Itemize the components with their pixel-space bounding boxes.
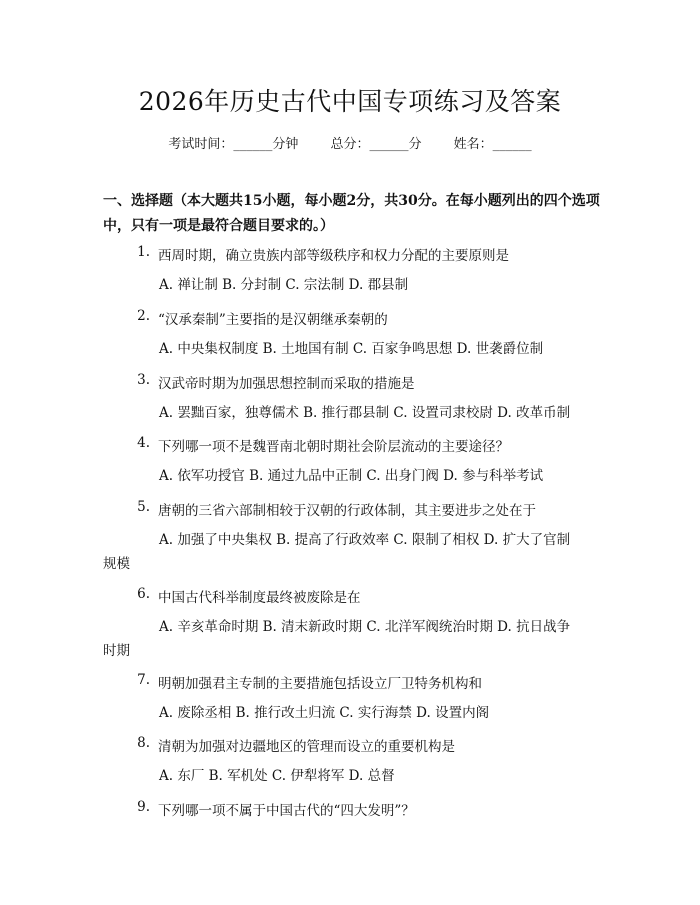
- student-name-field: 姓名：______: [453, 137, 532, 152]
- question-stem: 明朝加强君主专制的主要措施包括设立厂卫特务机构和: [158, 676, 482, 692]
- question-stem: 下列哪一项不属于中国古代的“四大发明”？: [158, 803, 415, 819]
- question-stem: 下列哪一项不是魏晋南北朝时期社会阶层流动的主要途径？: [158, 439, 509, 455]
- question-number: 3.: [137, 372, 150, 388]
- question-stem: 西周时期，确立贵族内部等级秩序和权力分配的主要原则是: [158, 248, 509, 264]
- options-line: A. 东厂 B. 军机处 C. 伊犁将军 D. 总督: [159, 768, 395, 784]
- question-number: 4.: [137, 435, 150, 451]
- question-options: [103, 273, 597, 297]
- question-number: 6.: [137, 586, 150, 602]
- options-line: A. 加强了中央集权 B. 提高了行政效率 C. 限制了相权 D. 扩大了官制: [159, 532, 571, 548]
- question-stem: 汉武帝时期为加强思想控制而采取的措施是: [158, 376, 415, 392]
- question-number: 1.: [137, 244, 150, 260]
- options-line-continued: 规模: [103, 556, 130, 572]
- question-stem: “汉承秦制”主要指的是汉朝继承秦朝的: [158, 312, 388, 328]
- question-number: 8.: [137, 735, 150, 751]
- options-line: A. 中央集权制度 B. 土地国有制 C. 百家争鸣思想 D. 世袭爵位制: [159, 341, 544, 357]
- total-score-field: 总分：______分: [330, 137, 422, 152]
- page-title: 2026年历史古代中国专项练习及答案: [138, 87, 562, 116]
- options-line: A. 依军功授官 B. 通过九品中正制 C. 出身门阀 D. 参与科举考试: [159, 468, 544, 484]
- options-line: A. 禅让制 B. 分封制 C. 宗法制 D. 郡县制: [159, 277, 409, 293]
- question-number: 5.: [137, 499, 150, 515]
- options-line: A. 罢黜百家，独尊儒术 B. 推行郡县制 C. 设置司隶校尉 D. 改革币制: [159, 405, 571, 421]
- question-options: [103, 615, 597, 663]
- question-number: 9.: [137, 799, 150, 815]
- question-options: [103, 464, 597, 488]
- options-line-continued: 时期: [103, 643, 130, 659]
- question-options: [103, 528, 597, 576]
- question-options: [103, 764, 597, 788]
- options-line: A. 废除丞相 B. 推行改土归流 C. 实行海禁 D. 设置内阁: [159, 705, 490, 721]
- question-stem: 唐朝的三省六部制相较于汉朝的行政体制，其主要进步之处在于: [158, 503, 536, 519]
- question-options: [103, 701, 597, 725]
- question-stem: 中国古代科举制度最终被废除是在: [158, 590, 361, 606]
- exam-time-field: 考试时间：______分钟: [168, 137, 299, 152]
- exam-info-line: [0, 133, 700, 152]
- question-number: 7.: [137, 672, 150, 688]
- question-options: [103, 401, 597, 425]
- section-heading: 一、选择题（本大题共15小题，每小题2分，共30分。在每小题列出的四个选项中，只有一项是最符合题目要求的。）: [103, 193, 600, 234]
- question-options: [103, 337, 597, 361]
- question-number: 2.: [137, 308, 150, 324]
- question-stem: 清朝为加强对边疆地区的管理而设立的重要机构是: [158, 739, 455, 755]
- options-line: A. 辛亥革命时期 B. 清末新政时期 C. 北洋军阀统治时期 D. 抗日战争: [159, 619, 571, 635]
